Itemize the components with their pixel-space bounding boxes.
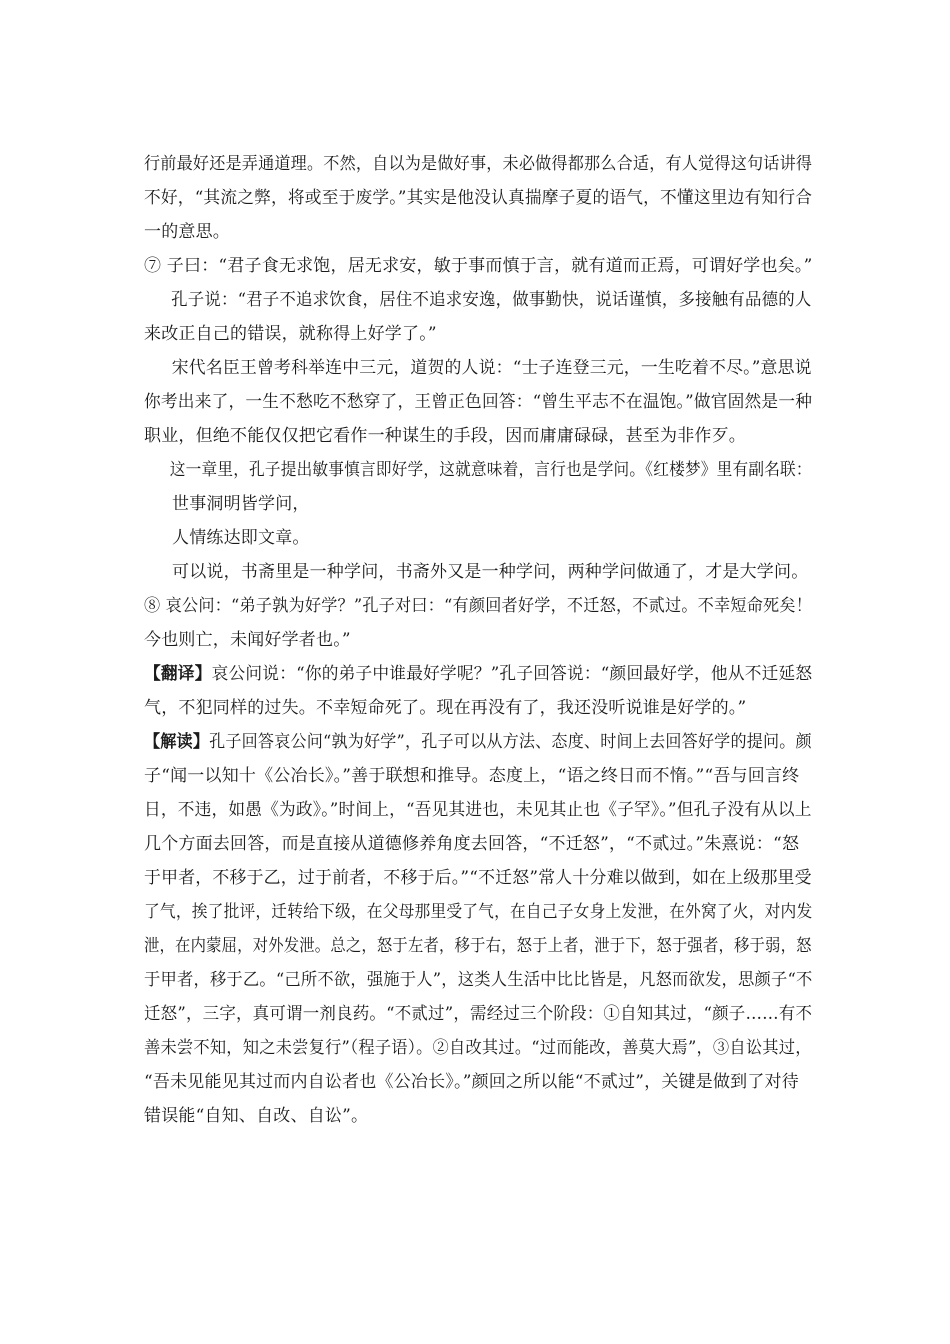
document-body: [144, 156, 812, 1142]
line-text: ⑧ 哀公问：“弟子孰为好学？”孔子对曰：“有颜回者好学，不迁怒，不贰过。不幸短命死矣！: [144, 596, 813, 616]
line-text: 善未尝不知，知之未尝复行”（程子语）。②自改其过。“过而能改，善莫大焉”，③自讼其过，: [144, 1038, 812, 1058]
section-label: 【解读】: [144, 732, 210, 752]
text-line: [144, 460, 812, 480]
line-text: 于甲者，不移于乙，过于前者，不移于后。”“不迁怒”常人十分难以做到，如在上级那里受: [144, 868, 812, 888]
text-line: [144, 154, 813, 174]
line-text: 泄，在内蒙屈，对外发泄。总之，怒于左者，移于右，怒于上者，泄于下，怒于强者，移于弱，怒: [144, 936, 812, 956]
text-line: [144, 632, 812, 649]
line-text: 孔子说：“君子不追求饮食，居住不追求安逸，做事勤快，说话谨慎，多接触有品德的人: [171, 290, 812, 310]
text-line: [144, 1004, 813, 1024]
line-text: 这一章里，孔子提出敏事慎言即好学，这就意味着，言行也是学问。《红楼梦》里有副名联：: [169, 460, 812, 480]
line-text: 今也则亡，未闻好学者也。”: [144, 630, 351, 650]
text-line: [144, 258, 812, 275]
text-line: [144, 224, 812, 241]
line-text: 一的意思。: [144, 222, 230, 242]
line-text: “吾未见能见其过而内自讼者也《公冶长》。”颜回之所以能“不贰过”，关键是做到了对待: [144, 1072, 799, 1092]
text-line: [144, 290, 812, 310]
line-text: ⑦ 子曰：“君子食无求饱，居无求安，敏于事而慎于言，就有道而正焉，可谓好学也矣。”: [144, 256, 813, 276]
text-line: [144, 530, 812, 547]
text-line: [144, 800, 812, 820]
text-line: [144, 1038, 812, 1058]
text-line: [144, 392, 813, 412]
line-text: 孔子回答哀公问“孰为好学”，孔子可以从方法、态度、时间上去回答好学的提问。颜: [209, 732, 812, 752]
line-text: 子“闻一以知十《公冶长》。”善于联想和推导。态度上，“语之终日而不惰。”“吾与回言终: [144, 766, 800, 786]
text-line: [144, 664, 813, 684]
line-text: 宋代名臣王曾考科举连中三元，道贺的人说：“士子连登三元，一生吃着不尽。”意思说: [171, 358, 812, 378]
line-text: 哀公问说：“你的弟子中谁最好学呢？”孔子回答说：“颜回最好学，他从不迁延怒: [211, 664, 813, 684]
line-text: 来改正自己的错误，就称得上好学了。”: [144, 324, 437, 344]
text-line: [144, 836, 812, 853]
text-line: [144, 496, 812, 513]
line-text: 职业，但绝不能仅仅把它看作一种谋生的手段，因而庸庸碌碌，甚至为非作歹。: [144, 426, 746, 446]
text-line: [144, 970, 813, 990]
line-text: 不好，“其流之弊，将或至于废学。”其实是他没认真揣摩子夏的语气，不懂这里边有知行合: [144, 188, 813, 208]
line-text: 了气，挨了批评，迁转给下级，在父母那里受了气，在自己子女身上发泄，在外窝了火，对内发: [144, 902, 813, 922]
line-text: 世事洞明皆学问，: [172, 494, 310, 514]
text-line: [144, 902, 813, 922]
text-line: [144, 596, 813, 616]
line-text: 人情练达即文章。: [172, 528, 310, 548]
text-line: [144, 428, 812, 445]
line-text: 日，不违，如愚《为政》。”时间上，“吾见其进也，未见其止也《子罕》。”但孔子没有从以上: [144, 800, 812, 820]
text-line: [144, 326, 812, 343]
line-text: 可以说，书斋里是一种学问，书斋外又是一种学问，两种学问做通了，才是大学问。: [172, 562, 809, 582]
line-text: 气，不犯同样的过失。不幸短命死了。现在再没有了，我还没听说谁是好学的。”: [144, 698, 747, 718]
line-text: 于甲者，移于乙。“己所不欲，强施于人”，这类人生活中比比皆是，凡怒而欲发，思颜子“不: [144, 970, 813, 990]
text-line: [144, 936, 812, 956]
text-line: [144, 1108, 812, 1125]
line-text: 行前最好还是弄通道理。不然，自以为是做好事，未必做得都那么合适，有人觉得这句话讲得: [144, 154, 813, 174]
line-text: 迁怒”，三字，真可谓一剂良药。“不贰过”，需经过三个阶段：①自知其过，“颜子……有不: [144, 1004, 813, 1024]
text-line: [144, 700, 812, 717]
text-line: [144, 358, 812, 378]
text-line: [144, 564, 812, 581]
text-line: [144, 188, 813, 208]
text-line: [144, 868, 812, 888]
text-line: [144, 732, 812, 752]
section-label: 【翻译】: [144, 664, 212, 684]
text-line: [144, 1074, 812, 1091]
line-text: 你考出来了，一生不愁吃不愁穿了，王曾正色回答：“曾生平志不在温饱。”做官固然是一种: [144, 392, 813, 412]
line-text: 几个方面去回答，而是直接从道德修养角度去回答，“不迁怒”，“不贰过。”朱熹说：“怒: [144, 834, 800, 854]
text-line: [144, 768, 812, 785]
line-text: 错误能“自知、自改、自讼”。: [144, 1106, 369, 1126]
